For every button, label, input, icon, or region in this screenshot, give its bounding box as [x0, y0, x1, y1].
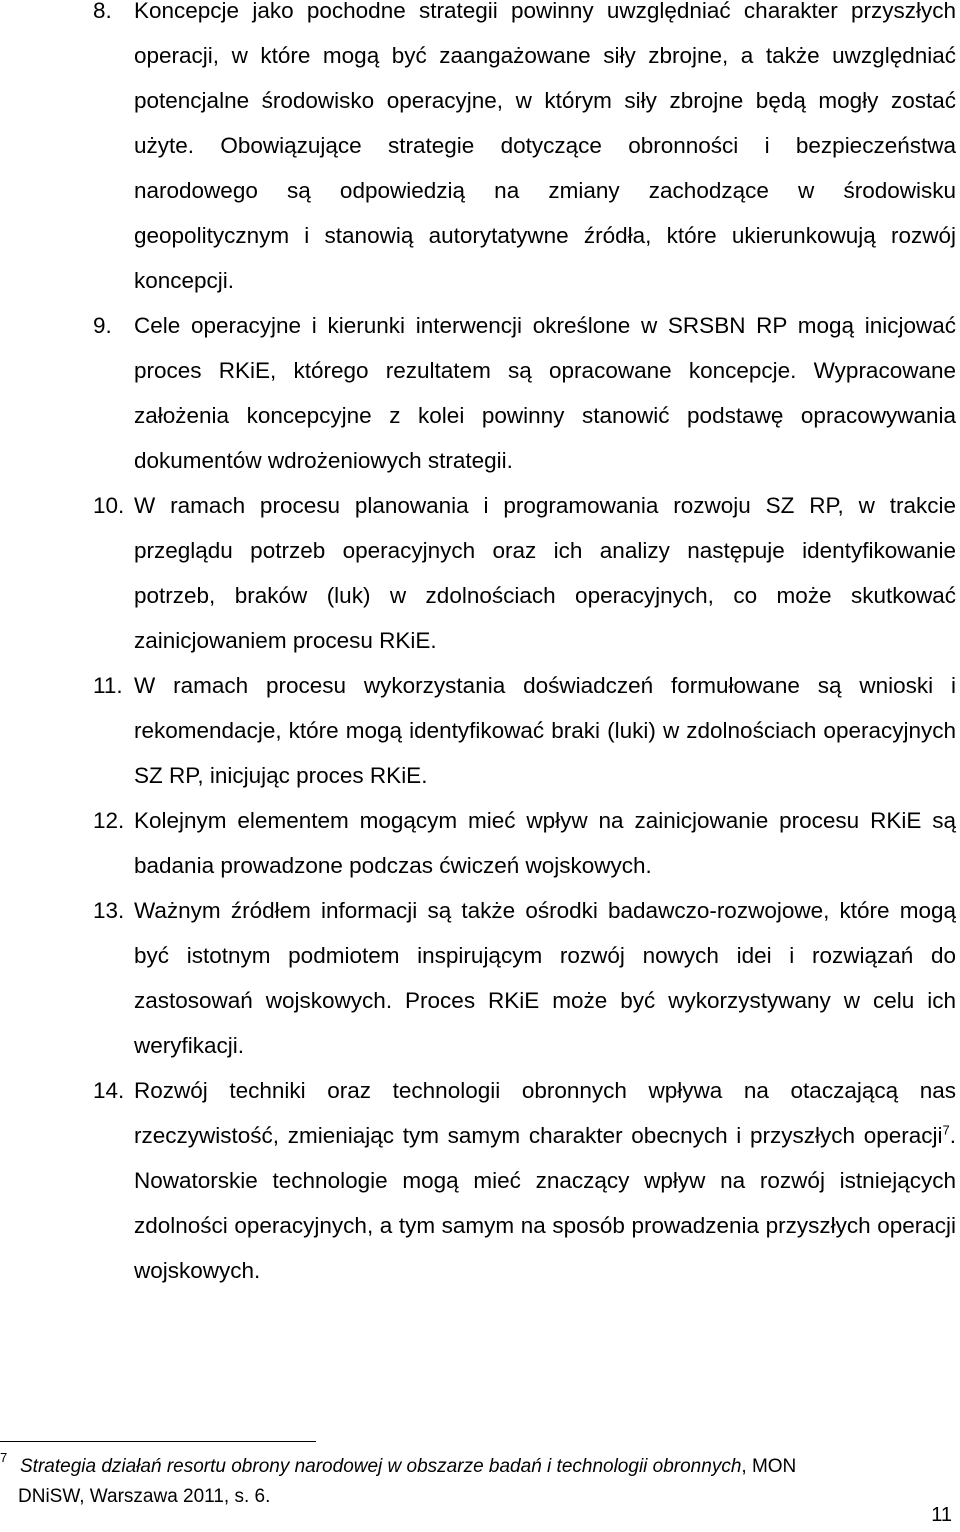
- item-text: Cele operacyjne i kierunki interwencji określone w SRSBN RP mogą inicjować proces RKiE, którego rezultatem są opracowane koncepcje. Wypracowane założenia koncepcyjne z kolei powinny stanowić podstawę opracowywania dokumentów wdrożeniowych strategii.: [134, 313, 956, 473]
- item-number: 9.: [93, 313, 112, 338]
- item-text: W ramach procesu planowania i programowania rozwoju SZ RP, w trakcie przeglądu potrzeb operacyjnych oraz ich analizy następuje identyfikowanie potrzeb, braków (luk) w zdolnościach operacyjnych, co może skutkować zainicjowaniem procesu RKiE.: [134, 493, 956, 653]
- item-number: 10.: [93, 493, 125, 518]
- footnote-mark: 7: [0, 1450, 8, 1465]
- item-number: 14.: [93, 1078, 125, 1103]
- footnote-publisher: , MON: [741, 1456, 797, 1477]
- footnote-line: [20, 1452, 956, 1482]
- item-number: 13.: [93, 898, 125, 923]
- item-text-part: Rozwój techniki oraz technologii obronnych wpływa na otaczającą nas rzeczywistość, zmieniając tym samym charakter obecnych i przyszłych operacji: [134, 1078, 956, 1148]
- footnote-reference: 7: [942, 1122, 950, 1138]
- page-number: 11: [931, 1504, 952, 1526]
- item-text: Koncepcje jako pochodne strategii powinny uwzględniać charakter przyszłych operacji, w które mogą być zaangażowane siły zbrojne, a także uwzględniać potencjalne środowisko operacyjne, w którym siły zbrojne będą mogły zostać użyte. Obowiązujące strategie dotyczące obronności i bezpieczeństwa narodowego są odpowiedzią na zmiany zachodzące w środowisku geopolitycznym i stanowią autorytatywne źródła, które ukierunkowują rozwój koncepcji.: [134, 0, 956, 293]
- item-number: 8.: [93, 0, 112, 23]
- item-text: Ważnym źródłem informacji są także ośrodki badawczo-rozwojowe, które mogą być istotnym podmiotem inspirującym rozwój nowych idei i rozwiązań do zastosowań wojskowych. Proces RKiE może być wykorzystywany w celu ich weryfikacji.: [134, 898, 956, 1058]
- item-text-part: . Nowatorskie technologie mogą mieć znaczący wpływ na rozwój istniejących zdolności operacyjnych, a tym samym na sposób prowadzenia przyszłych operacji wojskowych.: [134, 1123, 956, 1283]
- item-text: [134, 1068, 956, 1293]
- item-number: 11.: [93, 673, 123, 698]
- footnote-separator: [0, 1441, 316, 1442]
- item-number: 12.: [93, 808, 125, 833]
- footnote-title: Strategia działań resortu obrony narodowej w obszarze badań i technologii obronnych: [20, 1456, 742, 1477]
- item-text: Kolejnym elementem mogącym mieć wpływ na zainicjowanie procesu RKiE są badania prowadzone podczas ćwiczeń wojskowych.: [134, 808, 956, 878]
- footnote-line: DNiSW, Warszawa 2011, s. 6.: [18, 1486, 271, 1507]
- item-text: W ramach procesu wykorzystania doświadczeń formułowane są wnioski i rekomendacje, które mogą identyfikować braki (luki) w zdolnościach operacyjnych SZ RP, inicjując proces RKiE.: [134, 673, 956, 788]
